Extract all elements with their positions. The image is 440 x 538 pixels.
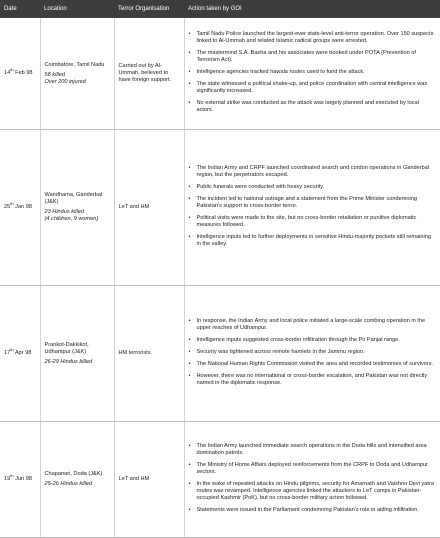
action-list [189,318,437,387]
table-header [0,0,440,18]
date-suffix: th [10,67,14,73]
table-row [0,130,440,286]
table-row [0,286,440,422]
action-list [189,31,437,114]
header-date: Date [0,0,40,18]
action-item: • In response, the Indian Army and local police initiated a large-scale combing operation in the upper reaches of Udhampur. [189,318,437,332]
action-item: • Intelligence inputs led to further deployments in sensitive Hindu-majority pockets still remaining in the valley. [189,234,437,248]
date-day: 17 [4,350,11,356]
date-suffix: th [10,473,14,479]
casualties: 25-26 Hindus killed [44,481,93,487]
organisation-cell [114,286,184,422]
action-cell [184,18,440,130]
organisation-cell [114,18,184,130]
casualties: 23 Hindus killed (4 children, 9 women) [44,209,99,222]
header-organisation: Terror Organisation [114,0,184,18]
location-name: Wandhama, Ganderbal (J&K) [44,192,103,205]
action-item: • The mastermind S.A. Basha and his associates were booked under POTA (Prevention of Terrorism Act). [189,50,437,64]
header-action: Action taken by GOI [184,0,440,18]
table-body [0,18,440,538]
location-name: Coimbatore, Tamil Nadu [44,61,105,68]
action-cell [184,422,440,538]
organisation-name: LeT and HM [118,204,150,210]
action-item: • The Ministry of Home Affairs deployed reinforcements from the CRPF to Doda and Udhampur sectors. [189,462,437,476]
date-month-year: Apr 98 [13,350,32,356]
action-item: • Intelligence agencies tracked hawala routes used to fund the attack. [189,69,437,76]
table-row [0,18,440,130]
action-item: • No external strike was conducted as the attack was largely planned and executed by local actors. [189,100,437,114]
action-item: • Public funerals were conducted with heavy security. [189,184,437,191]
date-suffix: th [10,347,14,353]
action-item: • Tamil Nadu Police launched the largest-ever state-level anti-terror operation. Over 150 suspects linked to Al-Ummah and related Islamic radical groups were arrested. [189,31,437,45]
action-item: • Security was tightened across remote hamlets in the Jammu region. [189,349,437,356]
organisation-name: Carried out by Al-Ummah, believed to have foreign support. [118,63,172,83]
location-cell [40,18,114,130]
casualties: 58 killed Over 200 injured [44,71,86,85]
action-list [189,165,437,248]
date-month-year: Jan 98 [13,204,32,210]
action-item: • The Indian Army and CRPF launched coordinated search and cordon operations in Ganderbal region, but the perpetrators escaped. [189,165,437,179]
action-cell [184,130,440,286]
header-row [0,0,440,18]
date-cell [0,286,40,422]
action-item: • Intelligence inputs suggested cross-border infiltration through the Pir Panjal range. [189,337,437,344]
header-location: Location [40,0,114,18]
organisation-name: LeT and HM [118,476,150,482]
action-cell [184,286,440,422]
action-item: • However, there was no international or cross-border escalation, and Pakistan was not directly named in the diplomatic response. [189,373,437,387]
date-month-year: Feb 98 [13,70,33,76]
date-cell [0,130,40,286]
date-cell [0,422,40,538]
date-suffix: th [10,201,14,207]
location-cell [40,286,114,422]
date-cell [0,18,40,130]
action-item: • Statements were issued in the Parliament condemning Pakistan's role in aiding infiltration. [189,507,437,514]
date-day: 14 [4,70,11,76]
table-row [0,422,440,538]
action-item: • Political visits were made to the site, but no cross-border retaliation or punitive diplomatic measures followed. [189,215,437,229]
date-day: 25 [4,204,11,210]
organisation-cell [114,130,184,286]
action-list [189,443,437,514]
organisation-name: HM terrorists. [118,350,153,356]
date-day: 19 [4,476,11,482]
action-item: • The incident led to national outrage and a statement from the Prime Minister condemning Pakistan's support to cross-border terror. [189,196,437,210]
location-name: Prankot-Dakkikot, Udhampur (J&K) [44,341,89,355]
organisation-cell [114,422,184,538]
date-month-year: Jun 98 [13,476,32,482]
action-item: • The National Human Rights Commission visited the area and recorded testimonies of survivors. [189,361,437,368]
location-name: Chapanari, Doda (J&K) [44,471,103,477]
location-cell [40,130,114,286]
action-item: • The state witnessed a political shake-up, and police coordination with central intelligence was significantly increased. [189,81,437,95]
action-item: • In the wake of repeated attacks on Hindu pilgrims, security for Amarnath and Vaishno Devi yatra routes was revamped. Intelligence agencies linked the attackers to LeT camps in Pakistan-occupied Kashmir (PoK), but no cross-border military action followed. [189,481,437,502]
location-cell [40,422,114,538]
action-item: • The Indian Army launched immediate search operations in the Doda hills and intensified area domination patrols. [189,443,437,457]
casualties: 26-29 Hindus killed [44,358,93,365]
